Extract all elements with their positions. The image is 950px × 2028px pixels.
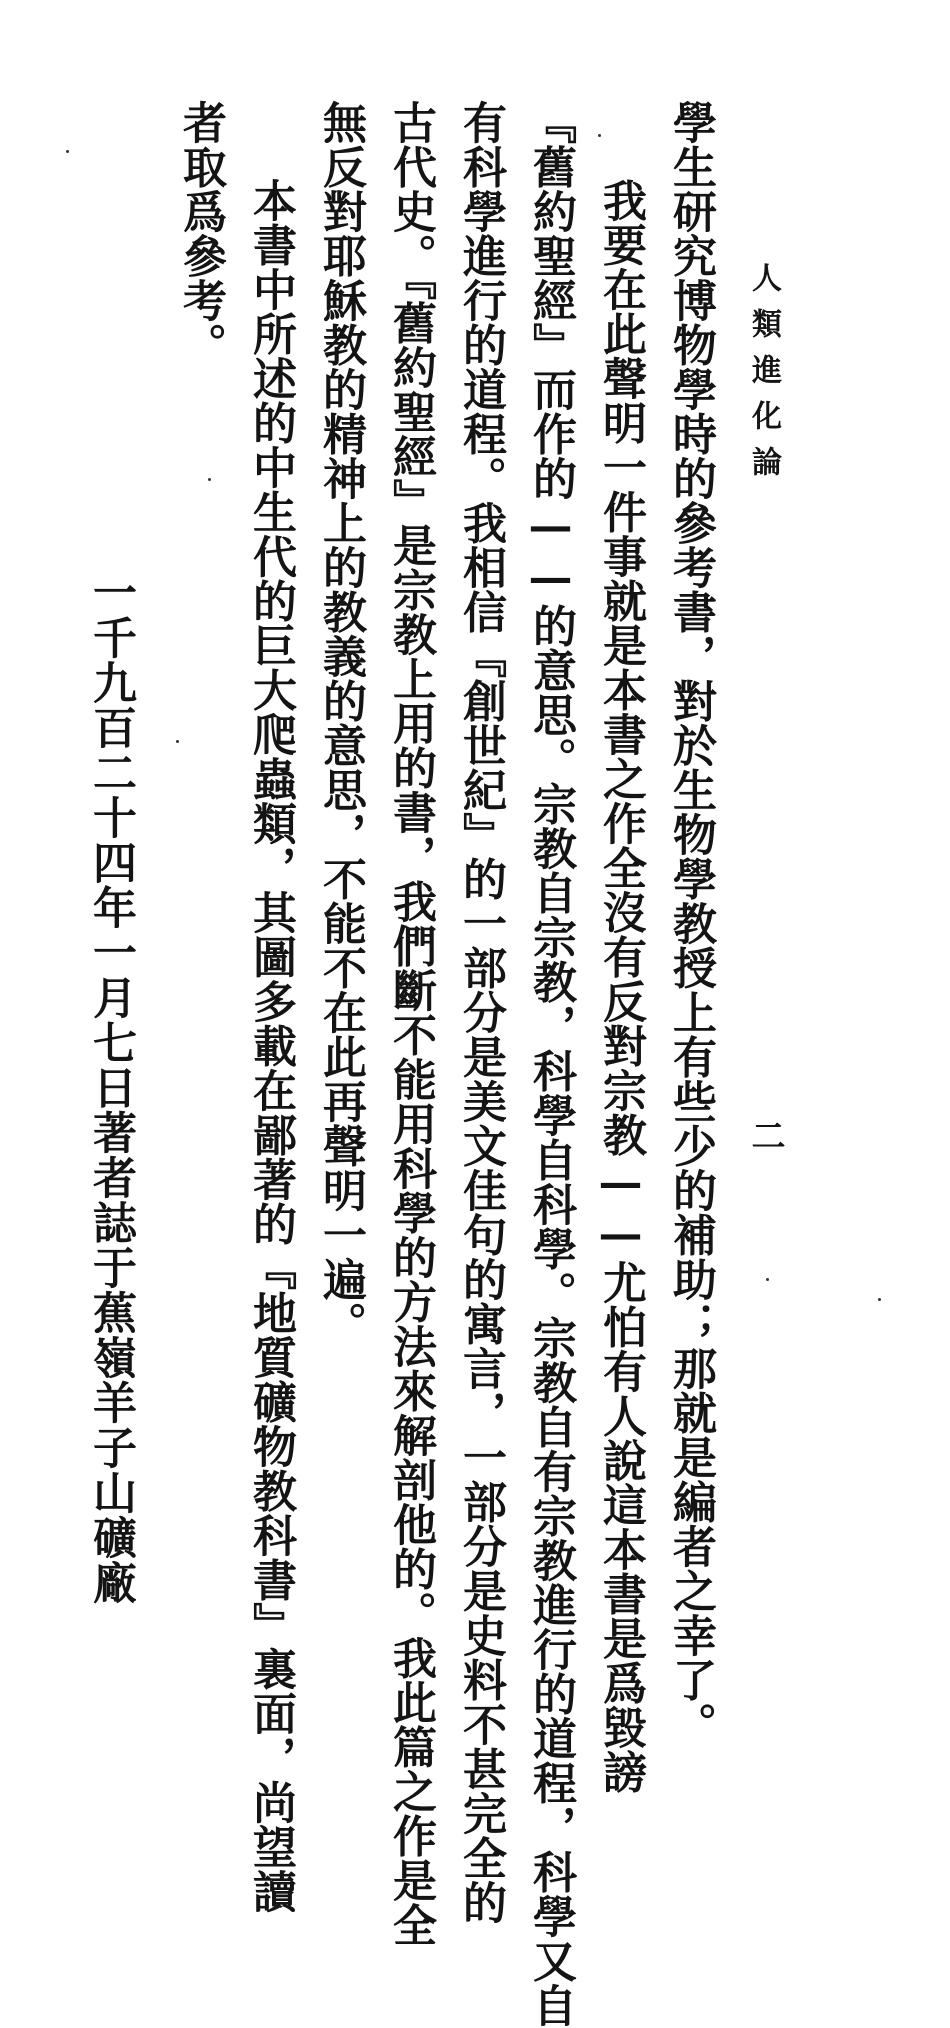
text-column-4: 有科學進行的道程。我相信『創世紀』的一部分是美文佳句的寓言，一部分是史料不甚完全的: [455, 100, 506, 1925]
text-column-8: 者取爲參考。: [175, 100, 226, 367]
scan-speck: [208, 478, 211, 481]
text-column-3: 『舊約聖經』而作的——的意思。宗教自宗教，科學自科學。宗教自有宗教進行的道程，科學又自: [525, 100, 576, 2028]
scan-speck: [66, 150, 69, 153]
text-column-5: 古代史。『舊約聖經』是宗教上用的書，我們斷不能用科學的方法來解剖他的。我此篇之作是全: [385, 100, 436, 1947]
scan-speck: [766, 1278, 769, 1281]
page-number: 二: [745, 1118, 785, 1152]
scan-speck: [598, 134, 601, 137]
text-column-2: 我要在此聲明一件事就是本書之作全沒有反對宗教——尤怕有人說這本書是爲毀謗: [595, 178, 646, 1794]
scan-speck: [878, 1298, 881, 1301]
author-signature: 一千九百二十四年一月七日著者誌于蕉嶺羊子山礦廠: [85, 570, 136, 1605]
scan-speck: [176, 740, 179, 743]
text-column-1: 學生研究博物學時的參考書，對於生物學教授上有些少的補助；那就是編者之幸了。: [665, 100, 716, 1747]
text-column-7: 本書中所述的中生代的巨大爬蟲類，其圖多載在鄙著的『地質礦物教科書』裏面，尚望讀: [245, 178, 296, 1914]
text-column-6: 無反對耶穌教的精神上的教義的意思，不能不在此再聲明一遍。: [315, 100, 366, 1346]
running-title: 人類進化論: [746, 262, 781, 492]
